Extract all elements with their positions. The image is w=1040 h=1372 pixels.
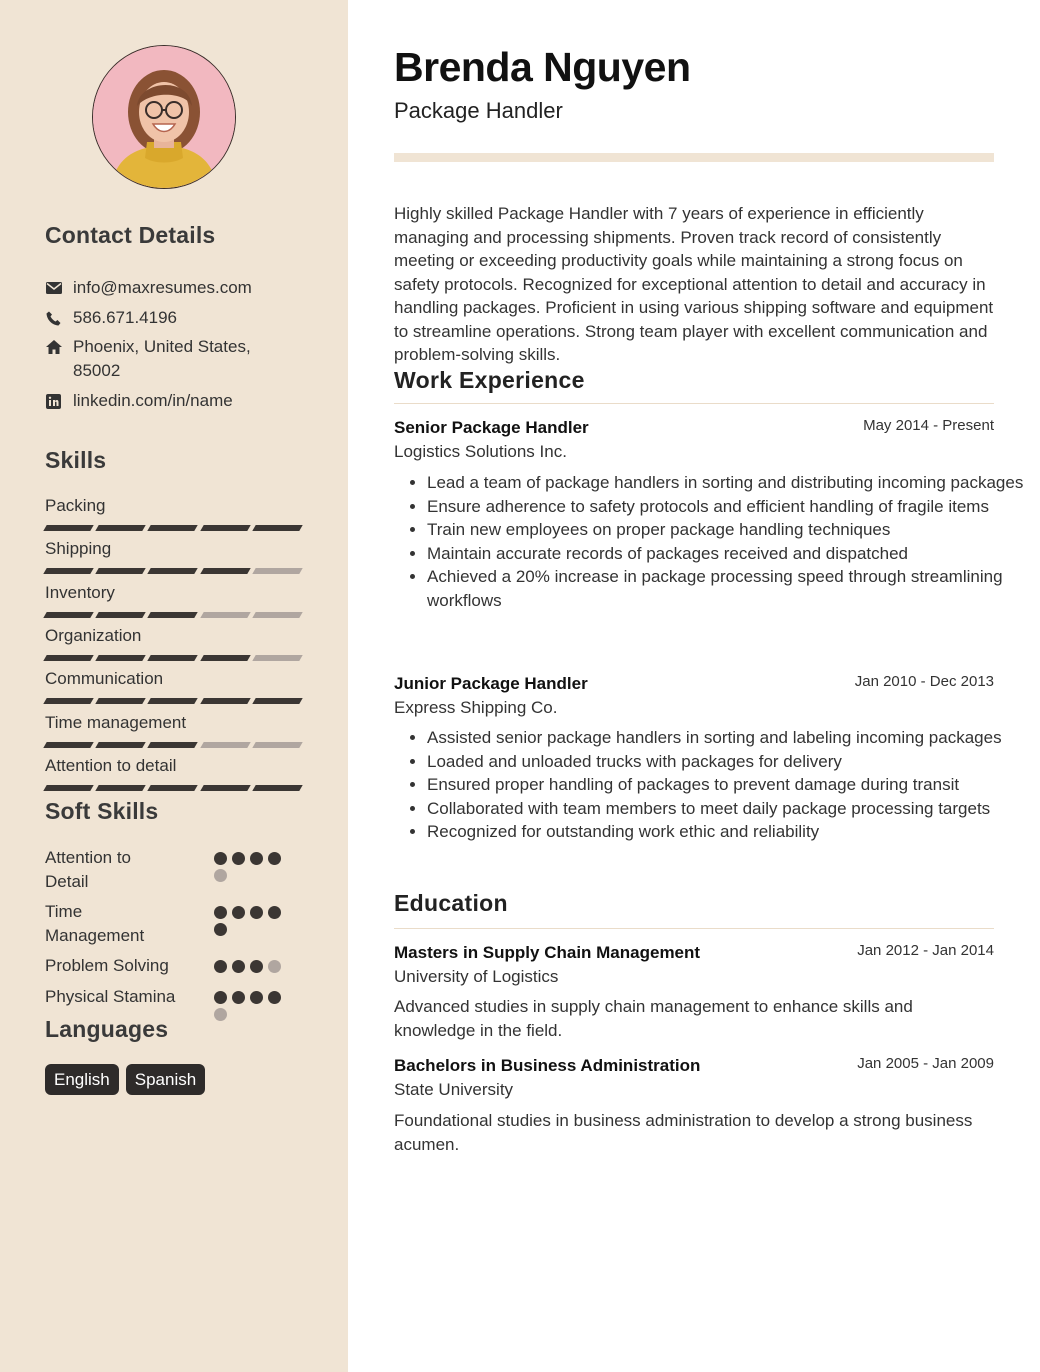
contact-phone[interactable] — [45, 306, 305, 330]
skill-segment — [148, 742, 199, 748]
sidebar — [0, 0, 348, 1372]
contact-address — [45, 335, 305, 383]
list-item: • Assisted senior package handlers in sorting and labeling incoming packages — [427, 726, 1027, 750]
education-divider — [394, 928, 994, 929]
skill-segment — [148, 612, 199, 618]
home-icon — [45, 335, 62, 359]
language-badge: Spanish — [126, 1064, 205, 1095]
job-title: Senior Package Handler — [394, 418, 589, 437]
summary: Highly skilled Package Handler with 7 years of experience in efficiently managing and processing shipments. Proven track record of consistently meeting or exceeding productivity goals while maintaining a strong focus on safety protocols. Recognized for exceptional attention to detail and accuracy in handling packages. Proficient in using various shipping software and equipment to streamline operations. Strong team player with excellent communication and problem-solving skills. — [394, 204, 994, 364]
soft-skill-rating — [214, 991, 294, 1021]
skill-segment — [200, 655, 251, 661]
skill-level-bar — [45, 612, 301, 618]
skill-segment — [148, 568, 199, 574]
skill-name: Time management — [45, 713, 187, 732]
list-item: • Ensured proper handling of packages to prevent damage during transit — [427, 773, 1027, 797]
skill-segment — [200, 698, 251, 704]
rating-dot — [214, 960, 227, 973]
rating-dot — [214, 869, 227, 882]
rating-dot — [268, 852, 281, 865]
skill-segment — [252, 785, 303, 791]
skill-name: Packing — [45, 496, 106, 515]
rating-dot — [232, 852, 245, 865]
skill-segment — [95, 785, 146, 791]
skill-segment — [148, 698, 199, 704]
rating-dot — [214, 923, 227, 936]
soft-skill-name: Attention to Detail — [45, 848, 132, 891]
degree-description: Foundational studies in business administration to develop a strong business acumen. — [394, 1111, 973, 1154]
skill-segment — [43, 655, 94, 661]
degree-date: Jan 2012 - Jan 2014 — [857, 942, 994, 959]
skill-name: Communication — [45, 669, 164, 688]
skill-level-bar — [45, 742, 301, 748]
list-item: • Collaborated with team members to meet daily package processing targets — [427, 797, 1027, 821]
skill-segment — [95, 698, 146, 704]
job-org: Logistics Solutions Inc. — [394, 442, 567, 461]
skill-segment — [148, 785, 199, 791]
avatar-portrait — [93, 46, 235, 188]
rating-dot — [214, 906, 227, 919]
skill-name: Attention to detail — [45, 756, 177, 775]
list-item: • Achieved a 20% increase in package processing speed through streamlining workflows — [427, 565, 1027, 612]
skill-segment — [43, 525, 94, 531]
skill-segment — [148, 655, 199, 661]
skill-segment — [252, 698, 303, 704]
rating-dot — [232, 991, 245, 1004]
candidate-name: Brenda Nguyen — [394, 44, 691, 90]
soft-skill-rating — [214, 906, 294, 936]
envelope-icon — [45, 276, 62, 300]
skill-segment — [43, 568, 94, 574]
skill-name: Shipping — [45, 539, 112, 558]
job-org: Express Shipping Co. — [394, 698, 558, 717]
language-badge: English — [45, 1064, 119, 1095]
rating-dot — [250, 960, 263, 973]
contact-email-text: info@maxresumes.com — [73, 278, 252, 297]
phone-icon — [45, 306, 62, 330]
rating-dot — [232, 960, 245, 973]
rating-dot — [268, 991, 281, 1004]
skill-segment — [95, 742, 146, 748]
candidate-role: Package Handler — [394, 98, 563, 123]
skill-segment — [95, 655, 146, 661]
skill-name: Organization — [45, 626, 142, 645]
job-bullets — [394, 726, 1027, 844]
rating-dot — [250, 991, 263, 1004]
list-item: • Recognized for outstanding work ethic and reliability — [427, 820, 1027, 844]
contact-phone-text: 586.671.4196 — [73, 308, 177, 327]
experience-divider — [394, 403, 994, 404]
skill-level-bar — [45, 785, 301, 791]
experience-heading: Work Experience — [394, 367, 585, 393]
skill-level-bar — [45, 525, 301, 531]
avatar — [92, 45, 236, 189]
skill-segment — [200, 568, 251, 574]
languages-list — [45, 1064, 205, 1095]
job-date: May 2014 - Present — [863, 417, 994, 434]
skill-segment — [43, 785, 94, 791]
rating-dot — [214, 852, 227, 865]
skill-segment — [200, 525, 251, 531]
rating-dot — [214, 991, 227, 1004]
skill-segment — [252, 742, 303, 748]
rating-dot — [214, 1008, 227, 1021]
skill-segment — [252, 568, 303, 574]
soft-skills-heading: Soft Skills — [45, 798, 159, 824]
contact-linkedin[interactable] — [45, 389, 305, 413]
skill-segment — [43, 612, 94, 618]
rating-dot — [232, 906, 245, 919]
skill-segment — [43, 742, 94, 748]
list-item: • Ensure adherence to safety protocols and efficient handling of fragile items — [427, 495, 1027, 519]
skill-name: Inventory — [45, 583, 115, 602]
skill-segment — [43, 698, 94, 704]
school-name: State University — [394, 1080, 514, 1099]
skills-heading: Skills — [45, 447, 107, 473]
job-title: Junior Package Handler — [394, 674, 588, 693]
skill-segment — [252, 525, 303, 531]
contact-email[interactable] — [45, 276, 305, 300]
degree-title: Bachelors in Business Administration — [394, 1056, 701, 1075]
school-name: University of Logistics — [394, 967, 559, 986]
list-item: • Maintain accurate records of packages received and dispatched — [427, 542, 1027, 566]
rating-dot — [250, 906, 263, 919]
languages-heading: Languages — [45, 1016, 169, 1042]
rating-dot — [268, 960, 281, 973]
contact-address-text: Phoenix, United States, 85002 — [73, 337, 251, 380]
skill-level-bar — [45, 655, 301, 661]
linkedin-icon — [45, 389, 62, 413]
soft-skill-rating — [214, 852, 294, 882]
list-item: • Train new employees on proper package handling techniques — [427, 518, 1027, 542]
rating-dot — [268, 906, 281, 919]
skill-segment — [95, 612, 146, 618]
skill-segment — [200, 742, 251, 748]
skill-segment — [252, 612, 303, 618]
education-heading: Education — [394, 890, 508, 916]
list-item: • Lead a team of package handlers in sorting and distributing incoming packages — [427, 471, 1027, 495]
skill-segment — [252, 655, 303, 661]
degree-title: Masters in Supply Chain Management — [394, 943, 701, 962]
job-bullets — [394, 471, 1027, 612]
list-item: • Loaded and unloaded trucks with packages for delivery — [427, 750, 1027, 774]
skill-segment — [95, 525, 146, 531]
job-date: Jan 2010 - Dec 2013 — [854, 673, 994, 690]
skill-segment — [95, 568, 146, 574]
skill-level-bar — [45, 568, 301, 574]
soft-skill-rating — [214, 960, 294, 973]
degree-description: Advanced studies in supply chain management to enhance skills and knowledge in the field. — [394, 997, 913, 1040]
degree-date: Jan 2005 - Jan 2009 — [857, 1055, 994, 1072]
soft-skill-name: Time Management — [45, 902, 145, 945]
skill-segment — [200, 612, 251, 618]
contact-heading: Contact Details — [45, 222, 216, 248]
rating-dot — [250, 852, 263, 865]
contact-linkedin-text: linkedin.com/in/name — [73, 391, 233, 410]
soft-skill-name: Physical Stamina — [45, 987, 176, 1006]
skill-segment — [200, 785, 251, 791]
header-divider — [394, 153, 994, 162]
skill-level-bar — [45, 698, 301, 704]
soft-skill-name: Problem Solving — [45, 956, 169, 975]
skill-segment — [148, 525, 199, 531]
